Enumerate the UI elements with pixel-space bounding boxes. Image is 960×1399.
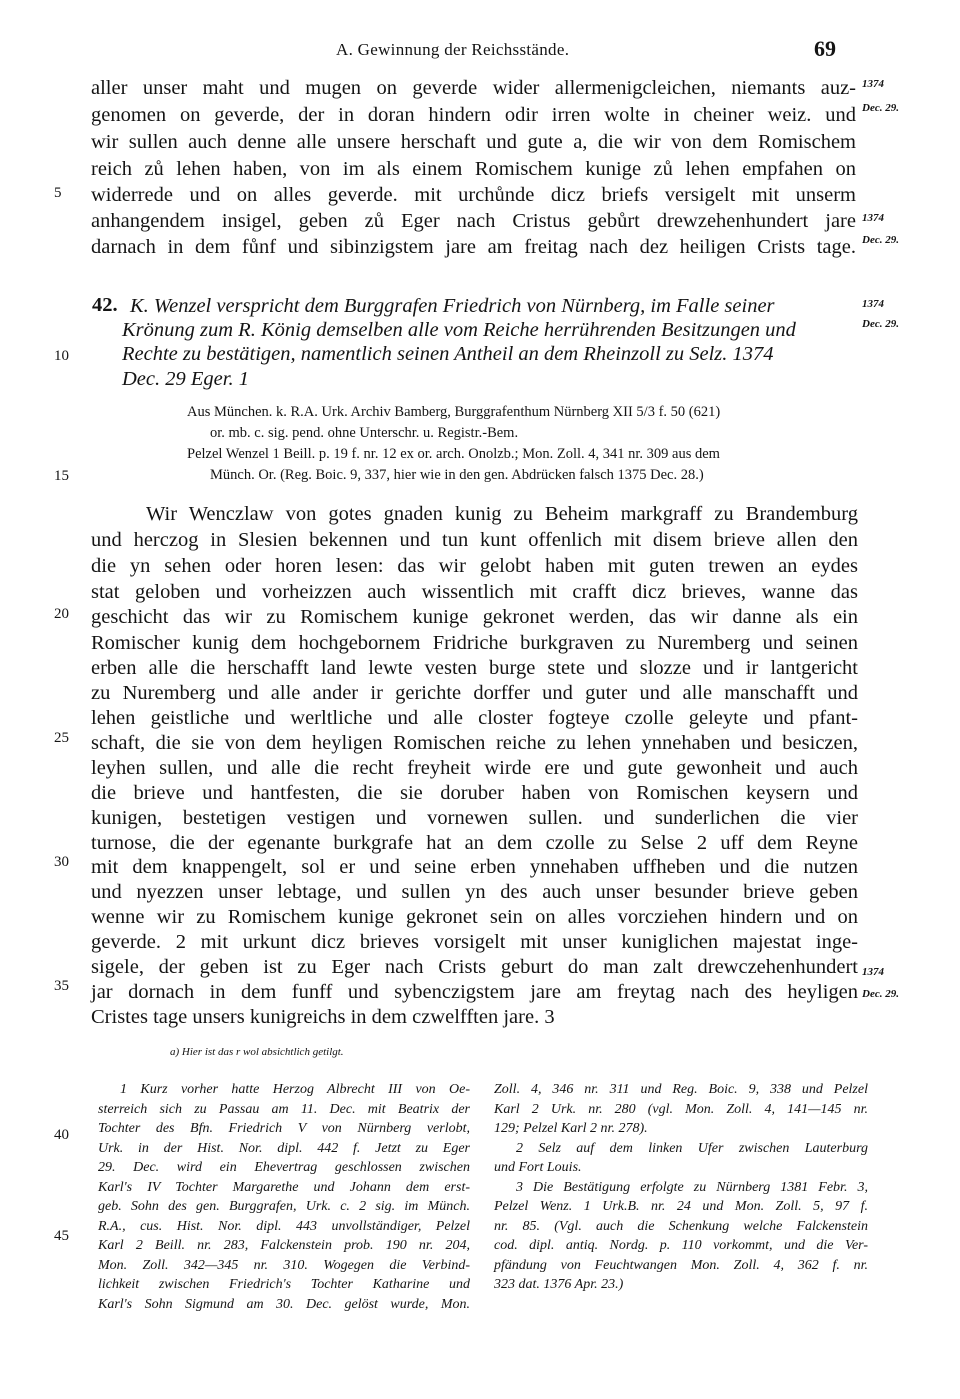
footnotes-left-column	[98, 1080, 470, 1314]
text-line: darnach in dem fůnf und sibinzigstem jare am freitag nach dez heiligen Crists tage.	[91, 236, 856, 258]
footnote-line: sterreich sich zu Passau am 11. Dec. mit Beatrix der	[98, 1101, 470, 1117]
source-line: or. mb. c. sig. pend. ohne Unterschr. u. Registr.-Bem.	[210, 425, 519, 441]
text-line: widerrede und on alles geverde. mit urchůnde dicz briefs versigelt mit unserm	[91, 184, 856, 206]
text-line: schaft, die sie von dem heyligen Romischen reiche zu lehen ynnehaben und besiczen,	[91, 732, 858, 754]
text-line: sigele, der geben ist zu Eger nach Crists geburt do man zalt drewczehenhundert	[91, 956, 858, 978]
text-line: stat geloben und vorheizzen auch wissentlich mit crafft dicz brieves, wanne das	[91, 581, 858, 603]
text-line: turnose, die der egenante burkgrafe hat an dem czolle zu Selse 2 uff dem Reyne	[91, 832, 858, 854]
running-header	[0, 34, 960, 64]
text-line: kunigen, bestetigen vestigen und vornewen sullen. und sunderlichen die vier	[91, 807, 858, 829]
text-line: geschicht das wir zu Romischem kunige gekronet werden, das wir danne als ein	[91, 606, 858, 628]
line-number: 30	[54, 854, 69, 870]
line-number: 20	[54, 606, 69, 622]
margin-date: Dec. 29.	[862, 102, 899, 114]
regest-line: Krönung zum R. König demselben alle vom Reiche herrührenden Besitzungen und	[122, 319, 796, 341]
margin-date: Dec. 29.	[862, 318, 899, 330]
text-line: wenne wir zu Romischem kunige gekronet sein on alles vorcziehen hindern und on	[91, 906, 858, 928]
header-title: A. Gewinnung der Reichsstände.	[336, 40, 570, 59]
regest-line: Rechte zu bestätigen, namentlich seinen Antheil an dem Rheinzoll zu Selz. 1374	[122, 343, 774, 365]
footnote-line: cod. dipl. antiq. Nordg. p. 110 vorkommt, und die Ver-	[494, 1238, 868, 1253]
footnote-line: Mon. Zoll. 342—345 nr. 310. Wogegen die Verbind-	[98, 1257, 470, 1273]
footnote-line: Karl's IV Tochter Margarethe und Johann dem erst-	[98, 1179, 470, 1195]
footnote-line: Karl 2 Urk. nr. 280 (vgl. Mon. Zoll. 4, 141—145 nr.	[494, 1101, 868, 1117]
text-line: und herczog in Slesien bekennen und tun kunt offenlich mit disem brieve allen den	[91, 529, 858, 551]
text-line: genomen on geverde, der in doran hindern odir irren wolte in cheiner weiz. und	[91, 104, 856, 126]
text-line: Romischer kunig dem hochgebornem Fridriche burkgraven zu Nuremberg und seinen	[91, 632, 858, 654]
footnote-line: R.A., cus. Hist. Nor. dipl. 443 unvollständiger, Pelzel	[98, 1218, 470, 1234]
text-line: geverde. 2 mit urkunt dicz brieves vorsigelt mit unser kuniglichen majestat inge-	[91, 931, 858, 953]
text-line: Cristes tage unsers kunigreichs in dem czwelfften jare. 3	[91, 1006, 555, 1028]
page-number: 69	[814, 36, 836, 61]
footnote-line: 129; Pelzel Karl 2 nr. 278).	[494, 1121, 648, 1136]
text-line: lehen geistliche und werltliche und alle closter fogteye czolle geleyte und pfant-	[91, 707, 858, 729]
footnote-line: geb. Sohn des gen. Burggrafen, Urk. c. 2 sig. im Münch.	[98, 1199, 470, 1214]
margin-date: Dec. 29.	[862, 234, 899, 246]
footnote-line: Karl 2 Beill. nr. 283, Falckenstein prob. 190 nr. 204,	[98, 1238, 470, 1253]
text-line: die yn sehen oder horen lesen: das wir gelobt haben mit guten trewen an eydes	[91, 555, 858, 577]
footnote-line: 323 dat. 1376 Apr. 23.)	[494, 1277, 624, 1292]
footnote-line: Tochter des Bfn. Friedrich V von Nürnberg verlobt,	[98, 1121, 470, 1136]
margin-date: Dec. 29.	[862, 988, 899, 1000]
text-line: zu Nuremberg und alle ander ir gerichte dorffer und guter und alle manschafft und	[91, 682, 858, 704]
text-line: aller unser maht und mugen on geverde wider allermenigcleichen, niemants auz-	[91, 77, 856, 99]
text-line: mit dem knappengelt, sol er und seine erben ynnehaben uffheben und die nutzen	[91, 856, 858, 878]
footnote-line: Urk. in der Hist. Nor. dipl. 442 f. Jetzt zu Eger	[98, 1140, 470, 1156]
line-number: 35	[54, 978, 69, 994]
footnote-line: nr. 85. (Vgl. auch die Schenkung welche Falckenstein	[494, 1218, 868, 1234]
line-number: 15	[54, 468, 69, 484]
text-line: und nyezzen unser lebtage, und sullen yn des auch unser besunder brieve geben	[91, 881, 858, 903]
text-line: die brieve und hantfesten, die sie doruber haben von Romischen keysern und	[91, 782, 858, 804]
line-number: 25	[54, 730, 69, 746]
footnote-line: Pelzel Wenz. 1 Urk.B. nr. 24 und Mon. Zoll. 5, 97 f.	[494, 1199, 868, 1214]
text-line: erben alle die herschafft land lewte vesten burge stete und slozze und ir lantgericht	[91, 657, 858, 679]
line-number: 40	[54, 1127, 69, 1143]
text-line: jar dornach in dem funff und sybenczigstem jare am freytag nach des heyligen	[91, 981, 858, 1003]
source-line: Münch. Or. (Reg. Boic. 9, 337, hier wie in den gen. Abdrücken falsch 1375 Dec. 28.)	[210, 467, 704, 483]
text-line: leyhen sullen, und alle die recht freyheit wirde ere und gute gewonheit und auch	[91, 757, 858, 779]
regest-line: K. Wenzel verspricht dem Burggrafen Friedrich von Nürnberg, im Falle seiner	[130, 295, 775, 317]
footnote-line: 29. Dec. wird ein Ehevertrag geschlossen zwischen	[98, 1160, 470, 1175]
document-number: 42.	[92, 294, 118, 316]
margin-year: 1374	[862, 78, 884, 90]
footnote-line: Zoll. 4, 346 nr. 311 und Reg. Boic. 9, 338 und Pelzel	[494, 1082, 868, 1097]
footnote-line: 3 Die Bestätigung erfolgte zu Nürnberg 1381 Febr. 3,	[516, 1179, 868, 1195]
text-line: anhangendem insigel, geben zů Eger nach Cristus gebůrt drewzehenhundert jare	[91, 210, 856, 232]
regest-line: Dec. 29 Eger. 1	[122, 368, 249, 390]
footnote-line: pfändung von Feuchtwangen Mon. Zoll. 4, 362 f. nr.	[494, 1257, 868, 1273]
text-line: wir sullen auch denne alle unsere herschaft und gute a, die wir von dem Romischem	[91, 131, 856, 153]
margin-year: 1374	[862, 212, 884, 224]
margin-year: 1374	[862, 298, 884, 310]
line-number: 5	[54, 185, 62, 201]
margin-year: 1374	[862, 966, 884, 978]
source-line: Pelzel Wenzel 1 Beill. p. 19 f. nr. 12 ex or. arch. Onolzb.; Mon. Zoll. 4, 341 nr. 309 aus dem	[187, 446, 720, 462]
text-line: reich zů lehen haben, von im als einem Romischem kunige zů lehen empfahen on	[91, 158, 856, 180]
footnote-line: Karl's Sohn Sigmund am 30. Dec. gelöst wurde, Mon.	[98, 1296, 470, 1312]
footnote-line: 2 Selz auf dem linken Ufer zwischen Lauterburg	[516, 1140, 868, 1156]
footnote-line: lichkeit zwischen Friedrich's Tochter Katharine und	[98, 1277, 470, 1292]
footnote-line: und Fort Louis.	[494, 1160, 582, 1175]
footnotes-right-column	[494, 1080, 868, 1295]
line-number: 45	[54, 1228, 69, 1244]
apparatus-note: a) Hier ist das r wol absichtlich getilgt.	[170, 1046, 344, 1058]
footnote-line: 1 Kurz vorher hatte Herzog Albrecht III von Oe-	[120, 1082, 470, 1097]
text-line: Wir Wenczlaw von gotes gnaden kunig zu Beheim markgraff zu Brandemburg	[146, 503, 858, 525]
line-number: 10	[54, 348, 69, 364]
source-line: Aus München. k. R.A. Urk. Archiv Bamberg, Burggrafenthum Nürnberg XII 5/3 f. 50 (621)	[187, 404, 721, 420]
